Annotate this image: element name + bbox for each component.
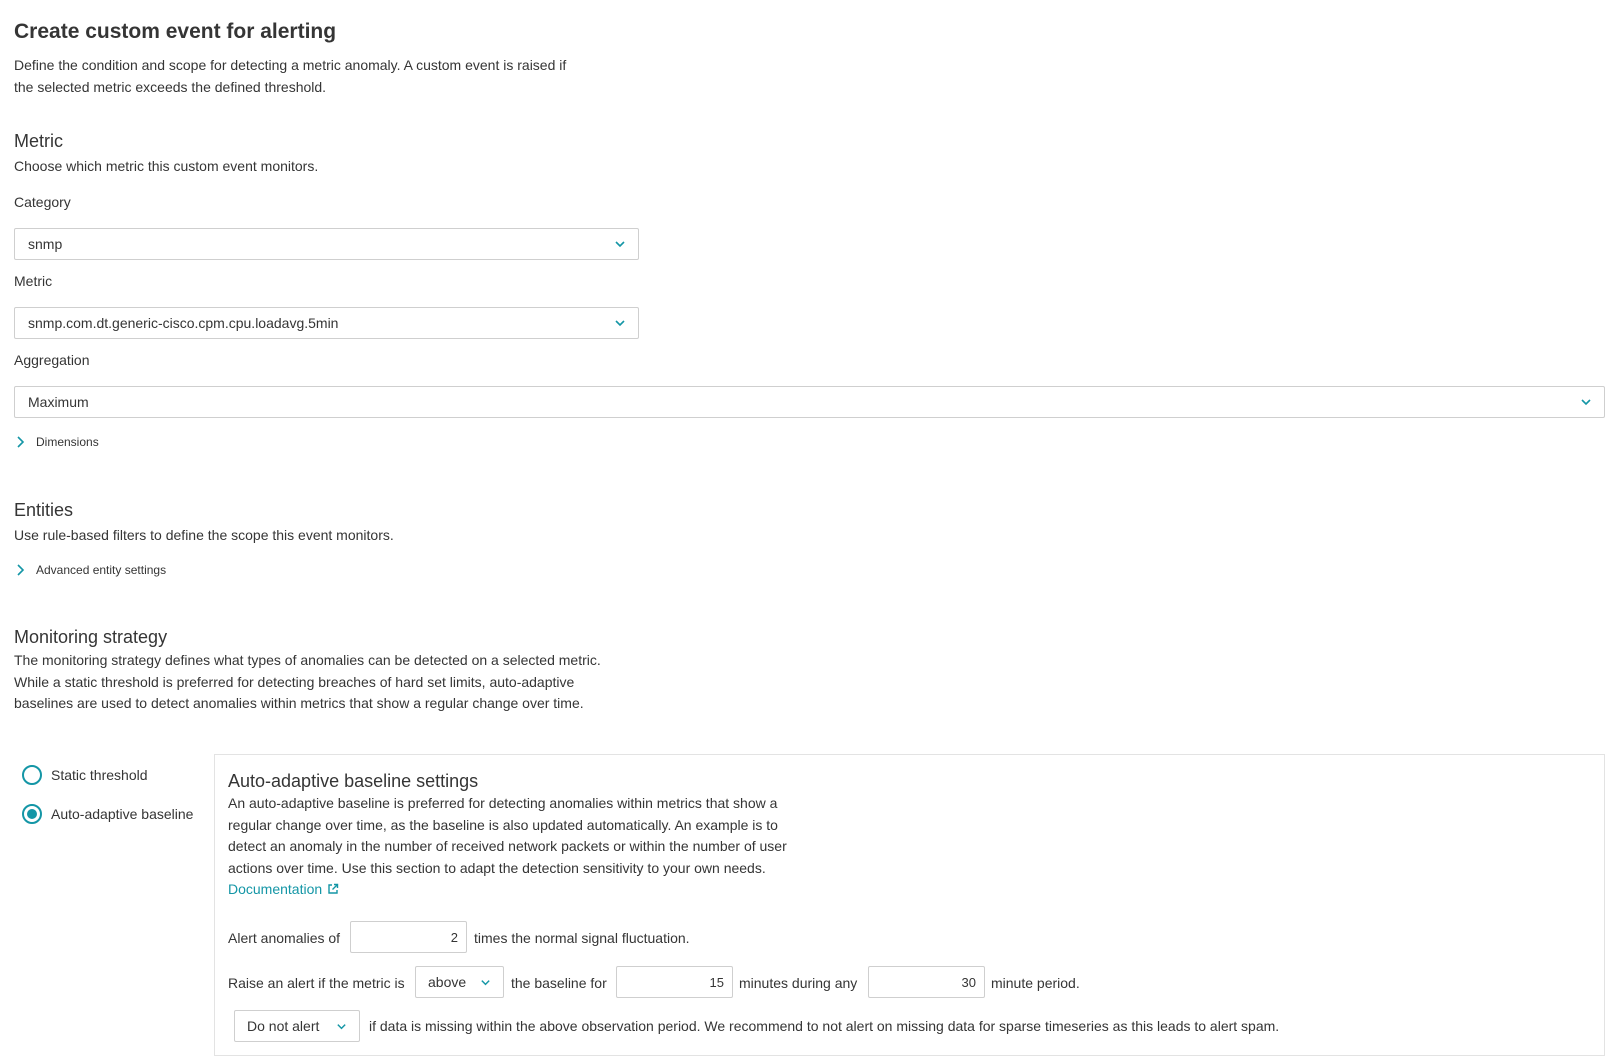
baseline-description: An auto-adaptive baseline is preferred for detecting anomalies within metrics that show a regular change over time, as the baseline is also updated automatically. An example is to detect an anomaly in the number of received network packets or within the number of user actions over time. Use this section to adapt the detection sensitivity to your own needs. (228, 795, 787, 876)
chevron-right-icon (16, 435, 26, 449)
missing-data-select[interactable] (234, 1010, 360, 1042)
period-suffix: minute period. (991, 975, 1080, 991)
alert-sensitivity-input[interactable] (350, 921, 467, 953)
category-select[interactable] (14, 228, 639, 260)
dimensions-expander[interactable] (16, 435, 99, 449)
direction-value: above (428, 974, 467, 990)
baseline-settings-panel (214, 754, 1605, 1056)
missing-data-value: Do not alert (247, 1018, 320, 1034)
missing-data-text: if data is missing within the above observation period. We recommend to not alert on missing data for sparse timeseries as this leads to alert spam. (369, 1018, 1280, 1034)
alert-suffix: times the normal signal fluctuation. (474, 930, 690, 946)
radio-auto-adaptive-label: Auto-adaptive baseline (51, 806, 194, 822)
strategy-heading: Monitoring strategy (14, 627, 168, 647)
chevron-down-icon (1580, 396, 1592, 408)
chevron-down-icon (614, 238, 626, 250)
metric-label: Metric (14, 273, 53, 289)
category-value: snmp (28, 236, 63, 252)
category-label: Category (14, 194, 71, 210)
raise-prefix: Raise an alert if the metric is (228, 975, 405, 991)
metric-description: Choose which metric this custom event monitors. (14, 158, 319, 174)
external-link-icon (327, 883, 339, 895)
metric-value: snmp.com.dt.generic-cisco.cpm.cpu.loadavg.5min (28, 315, 339, 331)
baseline-heading: Auto-adaptive baseline settings (228, 771, 479, 791)
metric-select[interactable] (14, 307, 639, 339)
page-description: Define the condition and scope for detecting a metric anomaly. A custom event is raised if the selected metric exceeds the defined threshold. (14, 57, 567, 95)
minutes-during-text: minutes during any (739, 975, 858, 991)
documentation-link[interactable] (228, 881, 339, 897)
radio-auto-adaptive-circle[interactable] (22, 804, 42, 824)
chevron-right-icon (16, 563, 26, 577)
minutes-input[interactable] (616, 966, 733, 998)
period-input[interactable] (868, 966, 985, 998)
aggregation-value: Maximum (28, 394, 89, 410)
chevron-down-icon (480, 977, 491, 988)
baseline-for-text: the baseline for (511, 975, 607, 991)
radio-static-threshold-circle[interactable] (22, 765, 42, 785)
advanced-entity-expander[interactable] (16, 563, 166, 577)
radio-auto-adaptive-baseline[interactable] (22, 804, 193, 824)
chevron-down-icon (614, 317, 626, 329)
entities-heading: Entities (14, 500, 74, 520)
direction-select[interactable] (415, 966, 504, 998)
radio-static-threshold-label: Static threshold (51, 767, 148, 783)
strategy-description: The monitoring strategy defines what types of anomalies can be detected on a selected metric. While a static threshold is preferred for detecting breaches of hard set limits, auto-adaptive baselines are used to detect anomalies within metrics that show a regular change over time. (14, 652, 601, 711)
alert-prefix: Alert anomalies of (228, 930, 341, 946)
documentation-link-label: Documentation (228, 881, 323, 897)
aggregation-select[interactable] (14, 386, 1605, 418)
page-title: Create custom event for alerting (14, 20, 337, 43)
metric-heading: Metric (14, 131, 63, 151)
dimensions-label: Dimensions (36, 435, 99, 449)
entities-description: Use rule-based filters to define the scope this event monitors. (14, 527, 394, 543)
radio-static-threshold[interactable] (22, 765, 148, 785)
chevron-down-icon (336, 1021, 347, 1032)
advanced-entity-label: Advanced entity settings (36, 563, 167, 577)
aggregation-label: Aggregation (14, 352, 90, 368)
